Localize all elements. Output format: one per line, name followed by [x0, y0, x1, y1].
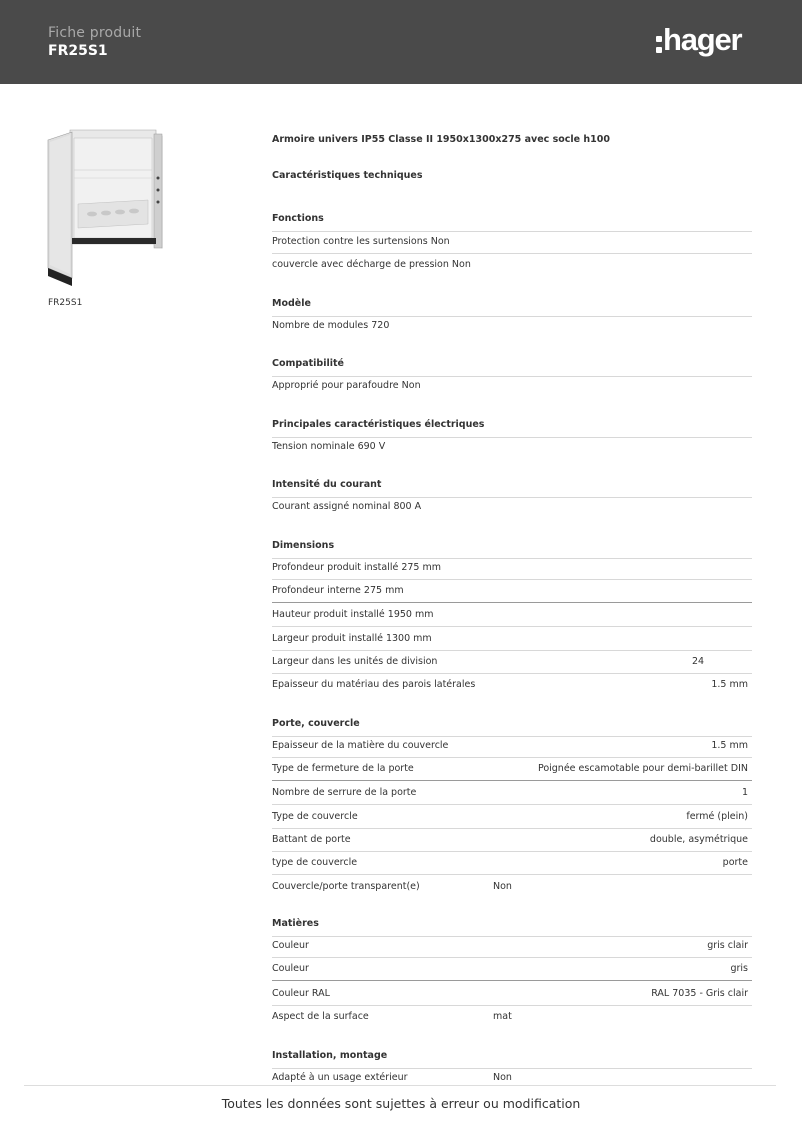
spec-value: RAL 7035 - Gris clair: [651, 988, 748, 999]
spec-row: [272, 935, 752, 958]
spec-label: Epaisseur du matériau des parois latérales: [272, 679, 476, 690]
spec-value: Poignée escamotable pour demi-barillet DIN: [537, 763, 748, 774]
spec-label: Type de couvercle: [272, 811, 358, 822]
product-reference: FR25S1: [48, 43, 108, 59]
spec-value: gris: [730, 963, 748, 974]
section-heading: Principales caractéristiques électriques: [272, 418, 752, 438]
spec-value: porte: [722, 857, 748, 868]
spec-text: Approprié pour parafoudre Non: [272, 380, 421, 391]
spec-value: double, asymétrique: [649, 834, 748, 845]
spec-row: [272, 806, 752, 829]
section-heading: Installation, montage: [272, 1049, 752, 1069]
section-heading: Compatibilité: [272, 357, 752, 377]
footer-disclaimer: Toutes les données sont sujettes à erreur ou modification: [221, 1096, 581, 1111]
spec-value: 1.5 mm: [711, 679, 748, 690]
spec-row: [272, 254, 752, 277]
spec-label: Couleur: [272, 963, 309, 974]
section-heading: Fonctions: [272, 212, 752, 232]
spec-label: Aspect de la surface: [272, 1011, 369, 1022]
spec-row: [272, 735, 752, 758]
spec-label: Nombre de serrure de la porte: [272, 787, 417, 798]
spec-text: Protection contre les surtensions Non: [272, 236, 450, 247]
spec-row: [272, 758, 752, 781]
image-caption: FR25S1: [48, 298, 83, 308]
spec-row: [272, 375, 752, 398]
product-title: Armoire univers IP55 Classe II 1950x1300x275 avec socle h100: [272, 134, 610, 145]
spec-row: [272, 983, 752, 1006]
spec-label: Couvercle/porte transparent(e): [272, 881, 420, 892]
spec-text: Tension nominale 690 V: [272, 441, 386, 452]
spec-label: Couleur: [272, 940, 309, 951]
spec-text: Hauteur produit installé 1950 mm: [272, 609, 434, 620]
spec-text: Courant assigné nominal 800 A: [272, 501, 422, 512]
spec-value: Non: [493, 1072, 512, 1083]
spec-row: [272, 852, 752, 875]
spec-row: [272, 876, 752, 899]
section-heading: Dimensions: [272, 539, 752, 559]
spec-value: 1: [741, 787, 748, 798]
spec-title: Caractéristiques techniques: [272, 170, 423, 181]
product-image: [44, 128, 168, 290]
spec-label: Battant de porte: [272, 834, 351, 845]
spec-text: Profondeur produit installé 275 mm: [272, 562, 442, 573]
footer-divider: [24, 1085, 776, 1086]
spec-label: Epaisseur de la matière du couvercle: [272, 740, 449, 751]
spec-label: Couleur RAL: [272, 988, 330, 999]
document-type: Fiche produit: [48, 25, 142, 41]
spec-text: Profondeur interne 275 mm: [272, 585, 404, 596]
spec-label: Largeur dans les unités de division: [272, 656, 438, 667]
spec-row: [272, 436, 752, 459]
spec-text: couvercle avec décharge de pression Non: [272, 259, 471, 270]
spec-row: [272, 651, 752, 674]
spec-value: gris clair: [707, 940, 748, 951]
spec-row: [272, 1006, 752, 1029]
section-heading: Matières: [272, 917, 752, 937]
spec-row: [272, 580, 752, 603]
spec-value: mat: [493, 1011, 512, 1022]
spec-row: [272, 604, 752, 627]
spec-value: Non: [493, 881, 512, 892]
logo-colon-icon: [656, 36, 662, 54]
spec-label: type de couvercle: [272, 857, 358, 868]
spec-text: Largeur produit installé 1300 mm: [272, 633, 432, 644]
spec-value: 1.5 mm: [711, 740, 748, 751]
spec-label: Type de fermeture de la porte: [272, 763, 414, 774]
spec-row: [272, 829, 752, 852]
spec-row: [272, 782, 752, 805]
spec-text: Nombre de modules 720: [272, 320, 390, 331]
spec-row: [272, 628, 752, 651]
spec-row: [272, 557, 752, 580]
spec-row: [272, 958, 752, 981]
hager-logo: [656, 22, 756, 58]
spec-row: [272, 231, 752, 254]
section-heading: Porte, couvercle: [272, 717, 752, 737]
page-header: [0, 0, 802, 84]
spec-label: Adapté à un usage extérieur: [272, 1072, 408, 1083]
spec-value: 24: [692, 656, 705, 667]
spec-row: [272, 315, 752, 338]
spec-row: [272, 674, 752, 697]
spec-row: [272, 496, 752, 519]
logo-wordmark: hager: [663, 22, 742, 57]
spec-row: [272, 1067, 752, 1090]
section-heading: Intensité du courant: [272, 478, 752, 498]
spec-value: fermé (plein): [686, 811, 748, 822]
section-heading: Modèle: [272, 297, 752, 317]
